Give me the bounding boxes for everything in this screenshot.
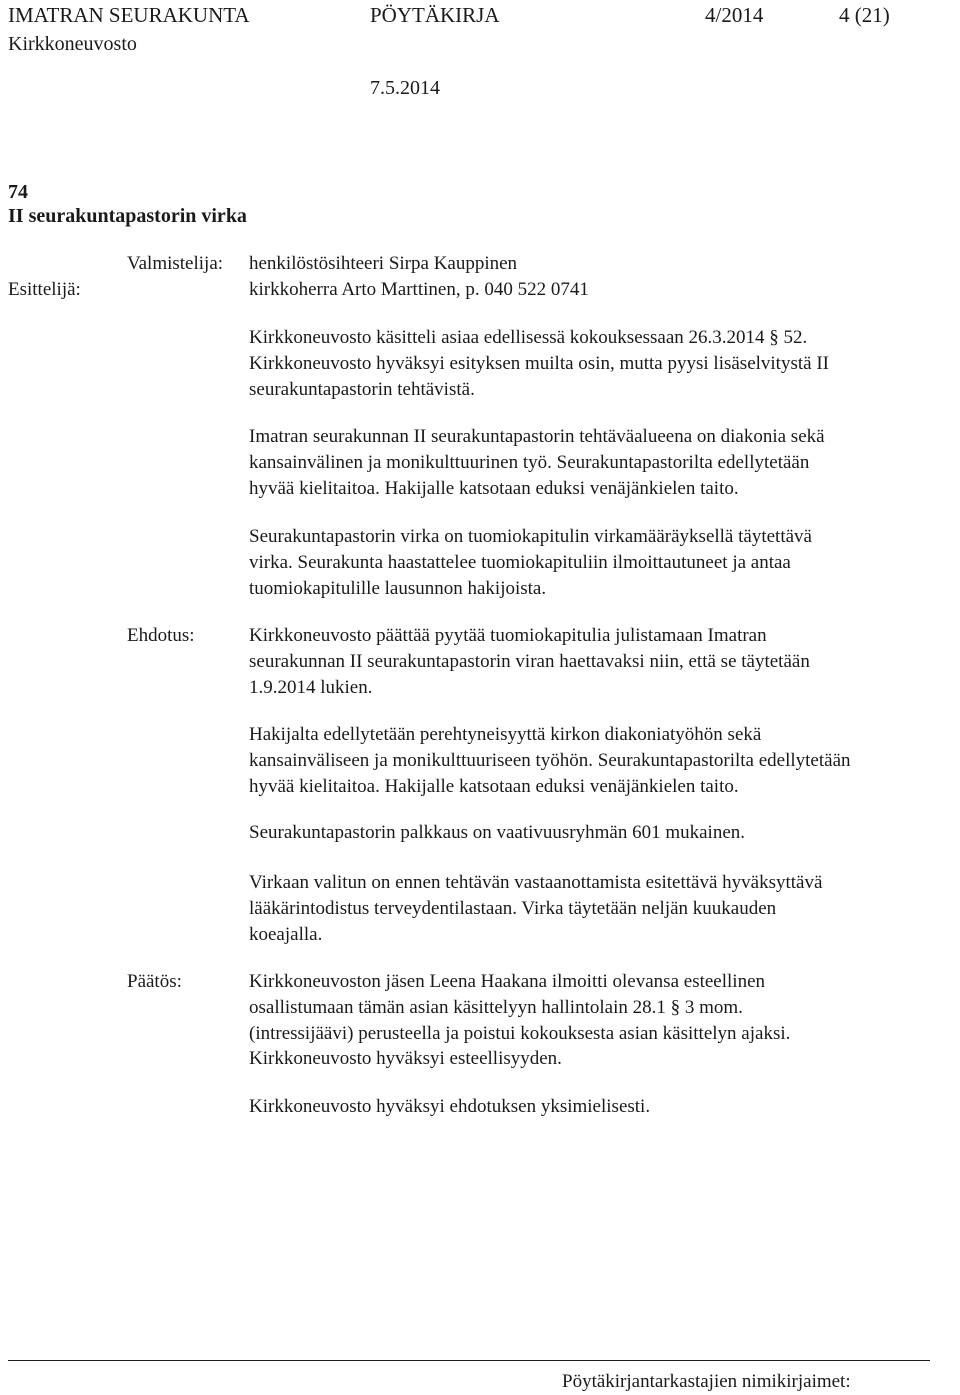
background-paragraph-2: Imatran seurakunnan II seurakuntapastorin tehtäväalueena on diakonia sekä kansainvälinen ja monikulttuurinen työ. Seurakuntapastorilta edellytetään hyvää kielitaitoa. Hakijalle katsotaan eduksi venäjänkielen taito. (249, 426, 825, 499)
presenter-value: kirkkoherra Arto Marttinen, p. 040 522 0741 (249, 279, 589, 300)
proposal-paragraph-3: Seurakuntapastorin palkkaus on vaativuusryhmän 601 mukainen. (249, 822, 746, 843)
proposal-paragraph-4: Virkaan valitun on ennen tehtävän vastaanottamista esitettävä hyväksyttävä lääkärintodistus terveydentilastaan. Virka täytetään neljän kuukauden koeajalla. (249, 872, 823, 945)
item-title: II seurakuntapastorin virka (8, 205, 247, 227)
preparer-label: Valmistelija: (127, 253, 224, 274)
item-number: 74 (8, 181, 28, 203)
background-paragraph-3: Seurakuntapastorin virka on tuomiokapitulin virkamääräyksellä täytettävä virka. Seurakunta haastattelee tuomiokapituliin ilmoittautuneet ja antaa tuomiokapitulille lausunnon hakijoista. (249, 526, 812, 599)
footer-signature-rule (8, 1360, 930, 1361)
header-date: 7.5.2014 (370, 77, 440, 99)
header-doc-number: 4/2014 (705, 3, 764, 27)
proposal-paragraph-2: Hakijalta edellytetään perehtyneisyyttä kirkon diakoniatyöhön sekä kansainväliseen ja monikulttuuriseen työhön. Seurakuntapastorilta edellytetään hyvää kielitaitoa. Hakijalle katsotaan eduksi venäjänkielen taito. (249, 724, 851, 797)
header-org: IMATRAN SEURAKUNTA (8, 3, 250, 27)
presenter-label: Esittelijä: (8, 279, 81, 300)
decision-paragraph-1: Kirkkoneuvoston jäsen Leena Haakana ilmoitti olevansa esteellinen osallistumaan tämän asian käsittelyyn hallintolain 28.1 § 3 mom. (intressijäävi) perusteella ja poistui kokouksesta asian käsittelyn ajaksi. Kirkkoneuvosto hyväksyi esteellisyyden. (249, 971, 791, 1070)
decision-label: Päätös: (127, 971, 182, 992)
header-doc-type: PÖYTÄKIRJA (370, 3, 500, 27)
proposal-label: Ehdotus: (127, 625, 195, 646)
decision-paragraph-2: Kirkkoneuvosto hyväksyi ehdotuksen yksimielisesti. (249, 1096, 651, 1117)
header-body: Kirkkoneuvosto (8, 33, 137, 55)
proposal-paragraph-1: Kirkkoneuvosto päättää pyytää tuomiokapitulia julistamaan Imatran seurakunnan II seurakuntapastorin viran haettavaksi niin, että se täytetään 1.9.2014 lukien. (249, 625, 810, 698)
background-paragraph-1: Kirkkoneuvosto käsitteli asiaa edellisessä kokouksessaan 26.3.2014 § 52. Kirkkoneuvosto hyväksyi esityksen muilta osin, mutta pyysi lisäselvitystä II seurakuntapastorin tehtävistä. (249, 327, 829, 400)
footer-signature-label: Pöytäkirjantarkastajien nimikirjaimet: (562, 1371, 851, 1392)
header-page-number: 4 (21) (839, 3, 890, 27)
preparer-value: henkilöstösihteeri Sirpa Kauppinen (249, 253, 518, 274)
